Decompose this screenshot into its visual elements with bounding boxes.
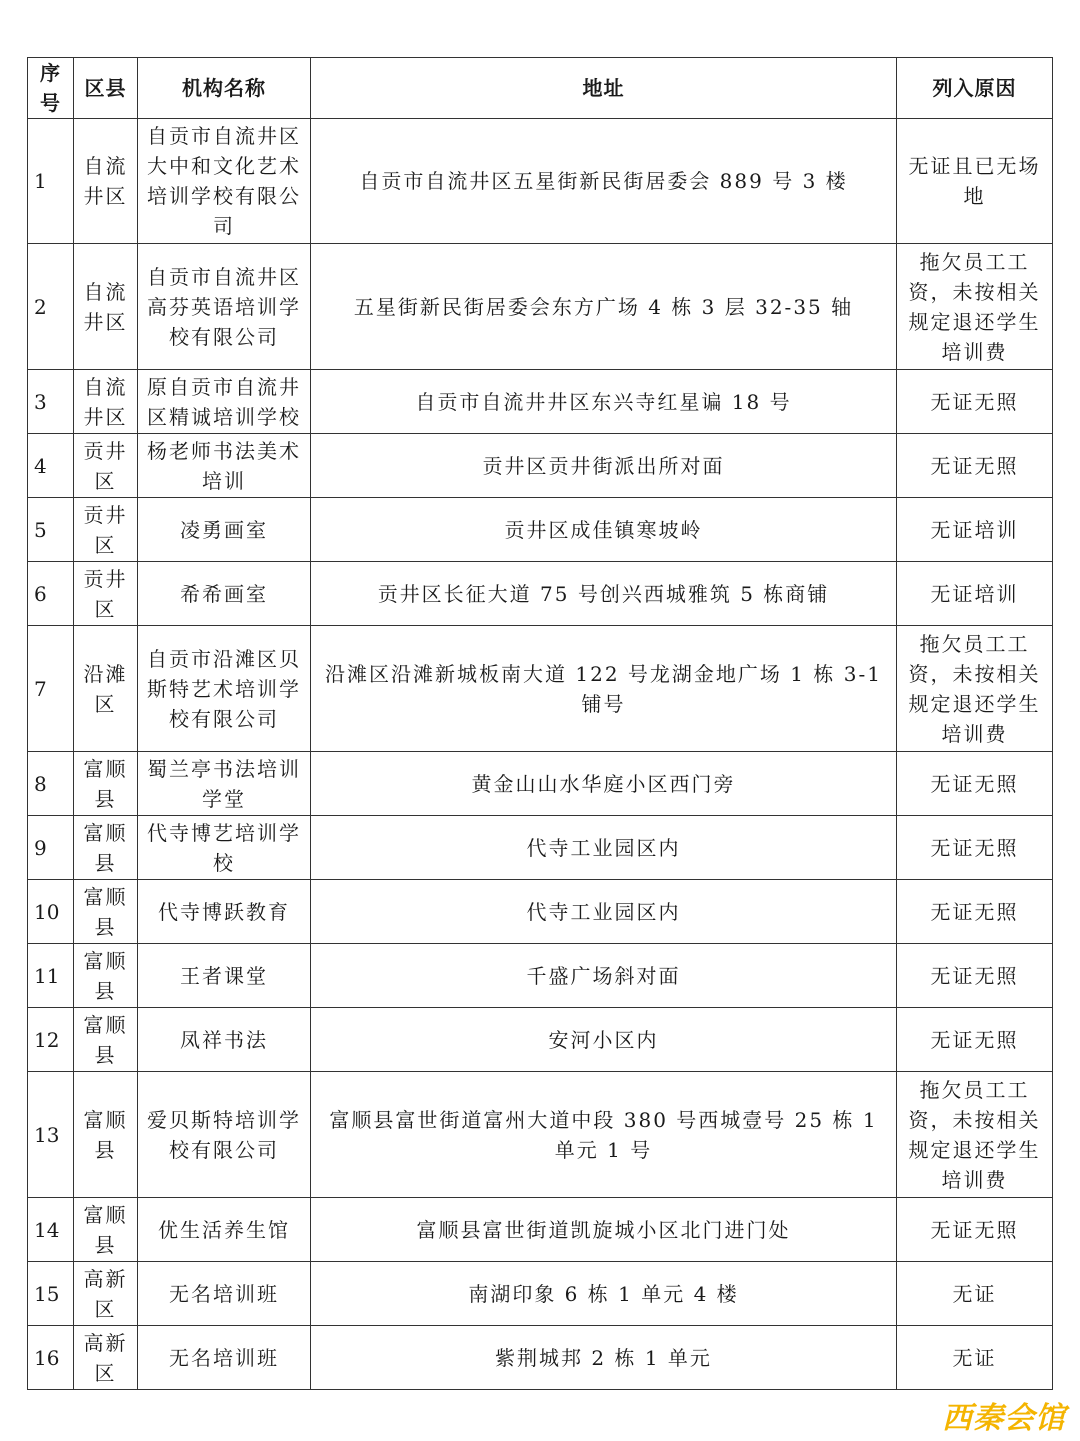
table-body [28,119,1053,1390]
cell-address: 富顺县富世街道凯旋城小区北门进门处 [311,1198,897,1262]
cell-reason: 无证无照 [897,944,1053,1008]
header-address: 地址 [311,58,897,119]
cell-district: 贡井区 [74,562,138,626]
table-row [28,1198,1053,1262]
table-row [28,1072,1053,1198]
cell-reason: 拖欠员工工资，未按相关规定退还学生培训费 [897,626,1053,752]
cell-district: 富顺县 [74,752,138,816]
cell-reason: 拖欠员工工资，未按相关规定退还学生培训费 [897,244,1053,370]
cell-district: 富顺县 [74,1072,138,1198]
table-row [28,880,1053,944]
table-row [28,370,1053,434]
cell-name: 爱贝斯特培训学校有限公司 [138,1072,311,1198]
table-row [28,752,1053,816]
cell-address: 贡井区长征大道 75 号创兴西城雅筑 5 栋商铺 [311,562,897,626]
cell-seq: 11 [28,944,74,1008]
cell-address: 千盛广场斜对面 [311,944,897,1008]
cell-district: 高新区 [74,1262,138,1326]
cell-name: 无名培训班 [138,1326,311,1390]
cell-name: 凌勇画室 [138,498,311,562]
cell-name: 原自贡市自流井区精诚培训学校 [138,370,311,434]
cell-address: 沿滩区沿滩新城板南大道 122 号龙湖金地广场 1 栋 3-1 铺号 [311,626,897,752]
cell-reason: 无证培训 [897,562,1053,626]
cell-address: 贡井区贡井街派出所对面 [311,434,897,498]
cell-reason: 拖欠员工工资，未按相关规定退还学生培训费 [897,1072,1053,1198]
cell-address: 黄金山山水华庭小区西门旁 [311,752,897,816]
cell-district: 富顺县 [74,816,138,880]
cell-reason: 无证无照 [897,370,1053,434]
table-row [28,1008,1053,1072]
header-reason: 列入原因 [897,58,1053,119]
cell-address: 紫荆城邦 2 栋 1 单元 [311,1326,897,1390]
table-row [28,244,1053,370]
cell-name: 杨老师书法美术培训 [138,434,311,498]
cell-name: 自贡市沿滩区贝斯特艺术培训学校有限公司 [138,626,311,752]
table-row [28,944,1053,1008]
cell-address: 自贡市自流井井区东兴寺红星谝 18 号 [311,370,897,434]
cell-district: 富顺县 [74,1198,138,1262]
cell-name: 代寺博跃教育 [138,880,311,944]
header-seq: 序号 [28,58,74,119]
cell-district: 贡井区 [74,498,138,562]
cell-reason: 无证无照 [897,1198,1053,1262]
cell-district: 富顺县 [74,880,138,944]
cell-seq: 8 [28,752,74,816]
cell-address: 代寺工业园区内 [311,816,897,880]
cell-seq: 6 [28,562,74,626]
watermark-logo: 西秦会馆 [942,1401,1066,1436]
cell-seq: 15 [28,1262,74,1326]
cell-address: 代寺工业园区内 [311,880,897,944]
table-row [28,434,1053,498]
cell-name: 自贡市自流井区大中和文化艺术培训学校有限公司 [138,119,311,244]
cell-address: 安河小区内 [311,1008,897,1072]
cell-name: 优生活养生馆 [138,1198,311,1262]
cell-name: 无名培训班 [138,1262,311,1326]
cell-address: 南湖印象 6 栋 1 单元 4 楼 [311,1262,897,1326]
cell-reason: 无证无照 [897,434,1053,498]
cell-reason: 无证无照 [897,1008,1053,1072]
cell-reason: 无证无照 [897,880,1053,944]
header-district: 区县 [74,58,138,119]
cell-seq: 12 [28,1008,74,1072]
cell-reason: 无证 [897,1326,1053,1390]
cell-district: 自流井区 [74,119,138,244]
cell-name: 蜀兰亭书法培训学堂 [138,752,311,816]
table-row [28,498,1053,562]
cell-address: 五星街新民街居委会东方广场 4 栋 3 层 32-35 轴 [311,244,897,370]
cell-address: 贡井区成佳镇寒坡岭 [311,498,897,562]
cell-seq: 10 [28,880,74,944]
cell-name: 王者课堂 [138,944,311,1008]
cell-district: 沿滩区 [74,626,138,752]
header-name: 机构名称 [138,58,311,119]
table-header-row [28,58,1053,119]
cell-address: 自贡市自流井区五星街新民街居委会 889 号 3 楼 [311,119,897,244]
cell-district: 自流井区 [74,370,138,434]
cell-reason: 无证无照 [897,816,1053,880]
table-row [28,626,1053,752]
cell-name: 凤祥书法 [138,1008,311,1072]
cell-seq: 3 [28,370,74,434]
cell-seq: 9 [28,816,74,880]
cell-district: 富顺县 [74,1008,138,1072]
cell-seq: 13 [28,1072,74,1198]
cell-seq: 16 [28,1326,74,1390]
institution-table [27,57,1053,1390]
cell-seq: 14 [28,1198,74,1262]
cell-district: 富顺县 [74,944,138,1008]
cell-name: 自贡市自流井区高芬英语培训学校有限公司 [138,244,311,370]
cell-seq: 1 [28,119,74,244]
cell-district: 贡井区 [74,434,138,498]
table-row [28,1326,1053,1390]
cell-name: 代寺博艺培训学校 [138,816,311,880]
cell-address: 富顺县富世街道富州大道中段 380 号西城壹号 25 栋 1 单元 1 号 [311,1072,897,1198]
cell-district: 自流井区 [74,244,138,370]
cell-seq: 7 [28,626,74,752]
table-row [28,562,1053,626]
table-row [28,119,1053,244]
table-row [28,1262,1053,1326]
table-row [28,816,1053,880]
cell-reason: 无证培训 [897,498,1053,562]
cell-seq: 2 [28,244,74,370]
cell-reason: 无证 [897,1262,1053,1326]
cell-reason: 无证且已无场地 [897,119,1053,244]
cell-seq: 4 [28,434,74,498]
cell-district: 高新区 [74,1326,138,1390]
cell-seq: 5 [28,498,74,562]
cell-name: 希希画室 [138,562,311,626]
cell-reason: 无证无照 [897,752,1053,816]
